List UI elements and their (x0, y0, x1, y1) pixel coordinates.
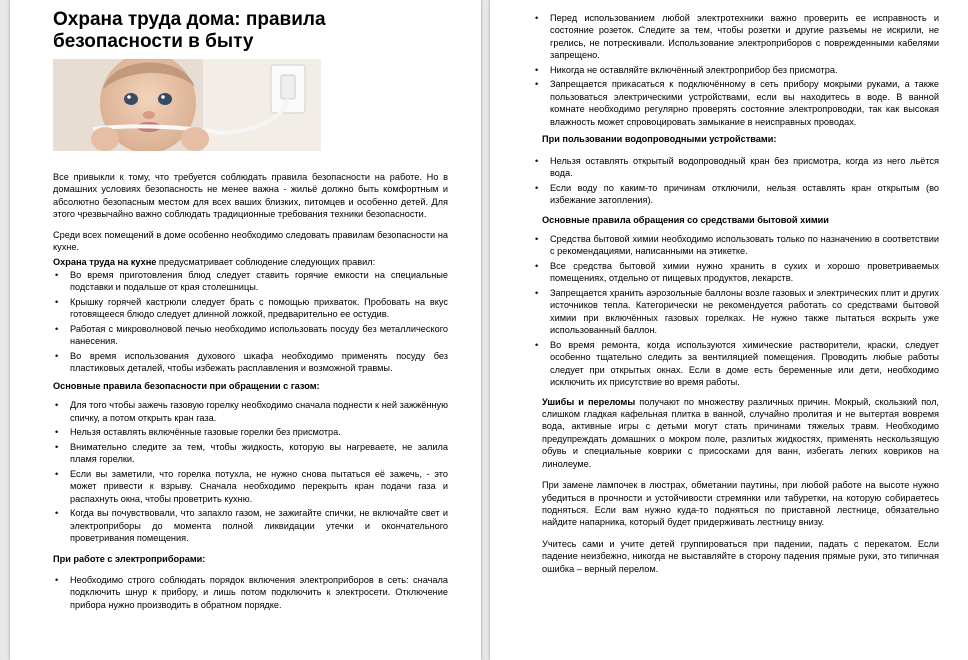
list-item: • Во время ремонта, когда используются химические растворители, краски, следует особенно тщательно следить за вентиляцией помещения. Проводить любые работы следует при открытых окнах. Если в доме есть беременные или дети, необходимо исключить их присутствие во время работы. (550, 339, 939, 389)
kitchen-lead-rest: предусматривает соблюдение следующих правил: (156, 257, 376, 268)
child-with-cable-photo (53, 59, 321, 151)
kitchen-lead-bold: Охрана труда на кухне (53, 257, 157, 268)
list-item: • Внимательно следите за тем, чтобы жидкость, которую вы нагреваете, не залила пламя горелки. (70, 441, 448, 466)
list-item: • Все средства бытовой химии нужно хранить в сухих и хорошо проветриваемых помещениях, отдельно от пищевых продуктов, лекарств. (550, 260, 939, 285)
page-2-content (533, 0, 939, 575)
list-item: • Если воду по каким-то причинам отключили, нельзя оставлять кран открытым (во избежание затопления). (550, 182, 939, 207)
list-item: • Средства бытовой химии необходимо использовать только по назначению в соответствии с рекомендациями, написанными на этикетке. (550, 233, 939, 258)
water-rules-heading: При пользовании водопроводными устройствами: (542, 134, 777, 145)
injuries-rest: получают по множеству различных причин. Мокрый, скользкий пол, слишком гладкая кафельная плитка в ванной, случайно пролитая и не вытертая вовремя вода, активные игры с детьми могут стать причинами тяжелых травм. Необходимо предупреждать домашних о мокром поле, разлитых жидкостях, применять нескользящую обувь и специальные коврики с присосками для ванн, избегать легких ковриков на линолеуме. (542, 396, 939, 469)
list-item: • Работая с микроволновой печью необходимо использовать посуду без металлического нанесения. (70, 323, 448, 348)
water-rules-list (533, 155, 939, 207)
kitchen-intro-paragraph: Среди всех помещений в доме особенно необходимо следовать правилам безопасности на кухне. (53, 229, 448, 253)
kitchen-lead-paragraph (53, 256, 448, 268)
list-item: • Запрещается прикасаться к подключённому в сеть прибору мокрыми руками, а также пользоваться электрическими устройствами, если вы находитесь в воде. В ванной комнате необходимо регулярно проверять состояние электропроводки, так как высокая влажность может спровоцировать замыкание в неисправных проводах. (550, 78, 939, 128)
list-item: • Запрещается хранить аэрозольные баллоны возле газовых и электрических плит и других источников тепла. Категорически не рекомендуется работать со средствами бытовой химии при включённых газовых горелках. Не нужно также пытаться вскрыть уже использованный баллон. (550, 287, 939, 337)
gas-rules-list (53, 399, 448, 544)
chemicals-rules-list (533, 233, 939, 388)
photo-illustration (53, 59, 321, 151)
chemicals-rules-heading: Основные правила обращения со средствами бытовой химии (542, 214, 829, 225)
falling-paragraph: Учитесь сами и учите детей группироваться при падении, падать с перекатом. Если падение неизбежно, никогда не выставляйте в сторону падения прямые руки, это типичная ошибка – верный перелом. (542, 538, 939, 574)
document-page-2 (490, 0, 968, 660)
intro-paragraph: Все привыкли к тому, что требуется соблюдать правила безопасности на работе. Но в домашних условиях безопасность не менее важна - жильё должно быть комфортным и абсолютно безопасным местом для всех ваших близких, питомцев и особенно детей. Для этого чрезвычайно важно соблюдать традиционные требования техники безопасности. (53, 172, 448, 220)
list-item: • Если вы заметили, что горелка потухла, не нужно снова пытаться её зажечь, - это может привести к взрыву. Сначала необходимо перекрыть кран подачи газа и распахнуть окна, чтобы проветрить кухню. (70, 468, 448, 505)
list-item: • Перед использованием любой электротехники важно проверить ее исправность и состояние розеток. Следите за тем, чтобы розетки и другие разъемы не искрили, не грелись, не потрескивали. Использование электроприборов с поврежденными кабелями запрещено. (550, 12, 939, 62)
electro-rules-list-page-1 (53, 574, 448, 611)
electro-rules-heading: При работе с электроприборами: (53, 553, 206, 564)
list-item: • Когда вы почувствовали, что запахло газом, не зажигайте спички, не включайте свет и электроприборы до момента полной ликвидации утечки и окончательного проветривания помещения. (70, 507, 448, 544)
list-item: • Никогда не оставляйте включённый электроприбор без присмотра. (550, 64, 939, 76)
list-item: • Для того чтобы зажечь газовую горелку необходимо сначала поднести к ней зажжённую спичку, а потом открыть кран газа. (70, 399, 448, 424)
injuries-paragraph (533, 396, 939, 470)
document-title: Охрана труда дома: правила безопасности в быту (53, 9, 326, 52)
page-1-content (53, 0, 448, 613)
list-item: • Нельзя оставлять включённые газовые горелки без присмотра. (70, 426, 448, 438)
list-item: • Крышку горячей кастрюли следует брать с помощью прихваток. Пробовать на вкус готовящееся блюдо следует длинной ложкой, предварительно ее остудив. (70, 296, 448, 321)
list-item: • Во время приготовления блюд следует ставить горячие емкости на специальные подставки и подальше от края столешницы. (70, 269, 448, 294)
ladder-paragraph: При замене лампочек в люстрах, обметании паутины, при любой работе на высоте нужно убедиться в прочности и устойчивости стремянки или табуретки, на которую собираетесь подняться. Если вам нужно куда-то подняться по приставной лестнице, обязательно найдите напарника, который будет придерживать лестницу внизу. (542, 480, 939, 528)
document-page-1 (10, 0, 481, 660)
kitchen-rules-list (53, 269, 448, 375)
injuries-bold: Ушибы и переломы (542, 396, 636, 407)
electro-rules-list-page-2 (533, 12, 939, 128)
gas-rules-heading: Основные правила безопасности при обращении с газом: (53, 380, 320, 391)
list-item: • Во время использования духового шкафа необходимо применять посуду без пластиковых деталей, чтобы избежать расплавления и возможной травмы. (70, 350, 448, 375)
list-item: • Нельзя оставлять открытый водопроводный кран без присмотра, когда из него льётся вода. (550, 155, 939, 180)
list-item: • Необходимо строго соблюдать порядок включения электроприборов в сеть: сначала подключить шнур к прибору, и лишь потом подключить к электросети. Отключение прибора нужно производить в обратном порядке. (70, 574, 448, 611)
